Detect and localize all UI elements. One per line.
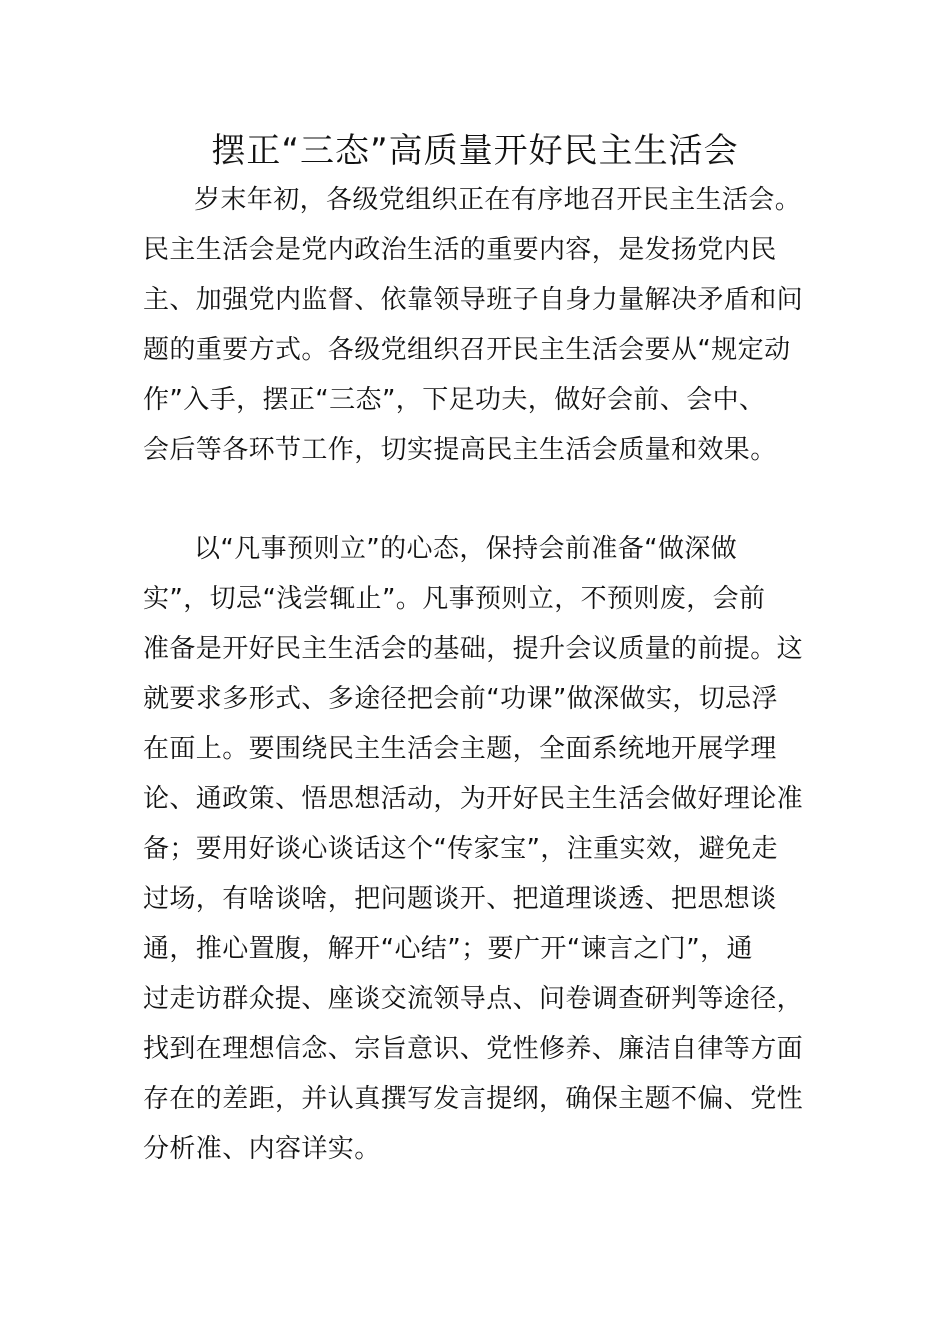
paragraph-1-line-1: 岁末年初，各级党组织正在有序地召开民主生活会。 (194, 185, 802, 215)
paragraph-2-line-9: 通，推心置腹，解开“心结”；要广开“谏言之门”，通 (143, 934, 753, 964)
paragraph-2-line-11: 找到在理想信念、宗旨意识、党性修养、廉洁自律等方面 (143, 1034, 804, 1064)
paragraph-1-line-3: 主、加强党内监督、依靠领导班子自身力量解决矛盾和问 (143, 285, 804, 315)
paragraph-2-line-4: 就要求多形式、多途径把会前“功课”做深做实，切忌浮 (143, 684, 778, 714)
paragraph-2-line-5: 在面上。要围绕民主生活会主题，全面系统地开展学理 (143, 734, 777, 764)
document-title: 摆正“三态”高质量开好民主生活会 (211, 131, 739, 171)
paragraph-2-line-6: 论、通政策、悟思想活动，为开好民主生活会做好理论准 (143, 784, 804, 814)
paragraph-1-line-5: 作”入手，摆正“三态”，下足功夫，做好会前、会中、 (143, 385, 766, 415)
paragraph-2-line-8: 过场，有啥谈啥，把问题谈开、把道理谈透、把思想谈 (143, 884, 777, 914)
paragraph-2-line-3: 准备是开好民主生活会的基础，提升会议质量的前提。这 (143, 634, 804, 664)
paragraph-2-line-12: 存在的差距，并认真撰写发言提纲，确保主题不偏、党性 (143, 1084, 804, 1114)
paragraph-1-line-4: 题的重要方式。各级党组织召开民主生活会要从“规定动 (143, 335, 791, 365)
paragraph-2-line-13: 分析准、内容详实。 (143, 1134, 381, 1164)
paragraph-2-line-10: 过走访群众提、座谈交流领导点、问卷调查研判等途径， (143, 984, 804, 1014)
paragraph-2-line-1: 以“凡事预则立”的心态，保持会前准备“做深做 (194, 534, 738, 564)
paragraph-1-line-2: 民主生活会是党内政治生活的重要内容，是发扬党内民 (143, 235, 777, 265)
paragraph-1-line-6: 会后等各环节工作，切实提高民主生活会质量和效果。 (143, 435, 777, 465)
paragraph-2-line-7: 备；要用好谈心谈话这个“传家宝”，注重实效，避免走 (143, 834, 778, 864)
paragraph-2-line-2: 实”，切忌“浅尝辄止”。凡事预则立，不预则废，会前 (143, 584, 766, 614)
